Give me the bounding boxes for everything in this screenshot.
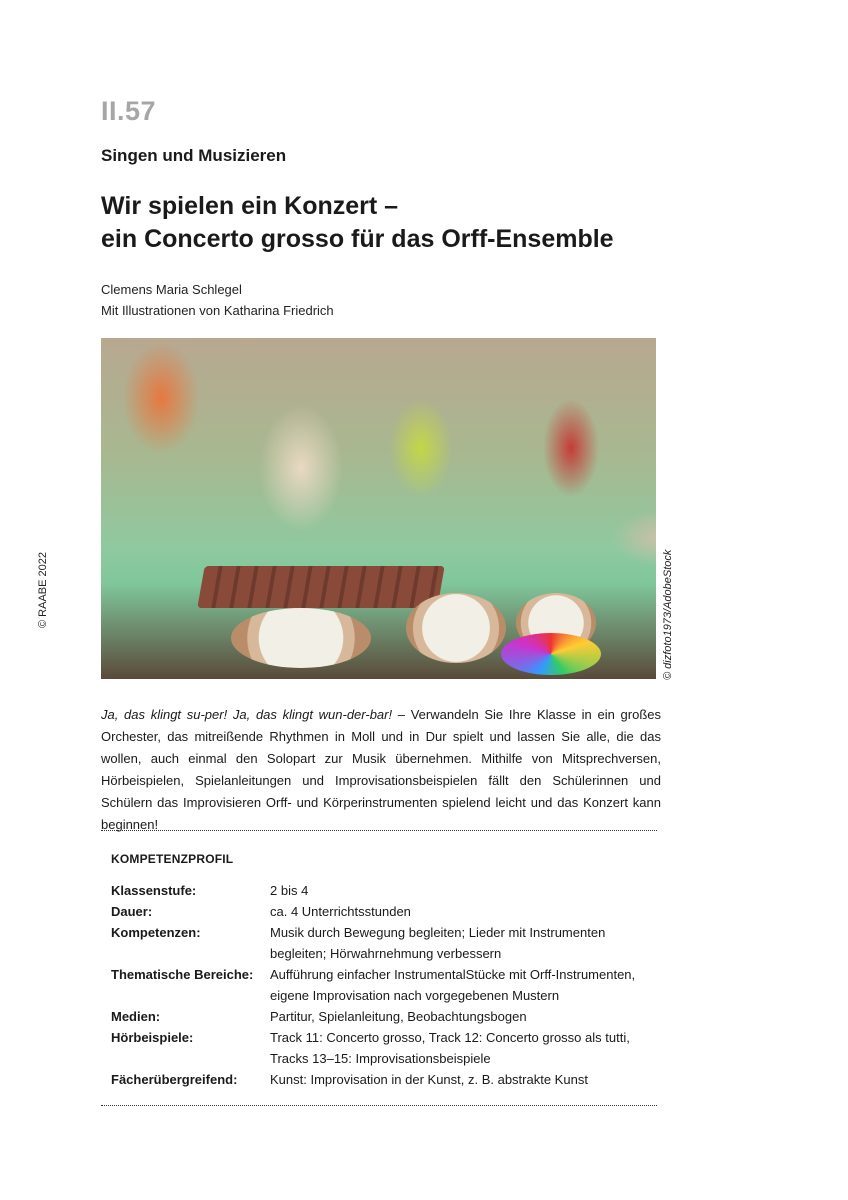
row-value: Partitur, Spielanleitung, Beobachtungsbogen <box>270 1009 527 1024</box>
chapter-number: II.57 <box>101 96 157 126</box>
row-label: Hörbeispiele: <box>111 1030 194 1045</box>
intro-text: – Verwandeln Sie Ihre Klasse in ein großes Orchester, das mitreißende Rhythmen in Moll und in Dur spielt und lassen Sie alle, die das wollen, auch einmal den Solopart zur Musik übernehmen. Mithilfe von Mitsprechversen, Hörbeispielen, Spielanleitungen und Improvisationsbeispielen fällt den Schülerinnen und Schülern das Improvisieren Orff- und Körperinstrumenten spielend leicht und das Konzert kann beginnen! <box>101 707 661 832</box>
photo-credit: © dizfoto1973/AdobeStock <box>662 549 674 680</box>
competence-profile-table <box>111 880 656 1090</box>
dotted-divider-bottom <box>101 1105 657 1106</box>
row-value: ca. 4 Unterrichtsstunden <box>270 904 411 919</box>
dotted-divider-top <box>101 830 657 831</box>
row-value: Aufführung einfacher InstrumentalStücke mit Orff-Instrumenten, eigene Improvisation nach vorgegebenen Mustern <box>270 967 636 1003</box>
drum-shape <box>231 608 371 668</box>
page-title <box>101 190 614 256</box>
illustrator-credit: Mit Illustrationen von Katharina Friedrich <box>101 303 334 318</box>
row-value: Kunst: Improvisation in der Kunst, z. B. abstrakte Kunst <box>270 1072 588 1087</box>
intro-paragraph <box>101 704 661 836</box>
table-row <box>111 1027 656 1069</box>
row-label: Dauer: <box>111 904 153 919</box>
row-label: Klassenstufe: <box>111 883 197 898</box>
row-value: Track 11: Concerto grosso, Track 12: Concerto grosso als tutti, Tracks 13–15: Improvisationsbeispiele <box>270 1030 630 1066</box>
row-value: 2 bis 4 <box>270 883 309 898</box>
row-label: Fächerübergreifend: <box>111 1072 238 1087</box>
copyright-notice: © RAABE 2022 <box>37 552 49 628</box>
title-line-2: ein Concerto grosso für das Orff-Ensemble <box>101 225 614 253</box>
table-row <box>111 922 656 964</box>
table-row <box>111 964 656 1006</box>
row-label: Medien: <box>111 1009 161 1024</box>
author-block <box>101 279 334 321</box>
table-row <box>111 1069 656 1090</box>
lollipop-drum-shape <box>501 633 601 675</box>
competence-profile-heading: KOMPETENZPROFIL <box>111 852 234 866</box>
title-line-1: Wir spielen ein Konzert – <box>101 192 399 220</box>
row-label: Kompetenzen: <box>111 925 201 940</box>
table-row <box>111 880 656 901</box>
row-value: Musik durch Bewegung begleiten; Lieder mit Instrumenten begleiten; Hörwahrnehmung verbessern <box>270 925 606 961</box>
drum-shape <box>406 593 506 663</box>
table-row <box>111 901 656 922</box>
section-title: Singen und Musizieren <box>101 146 287 165</box>
author-name: Clemens Maria Schlegel <box>101 282 242 297</box>
row-label: Thematische Bereiche: <box>111 967 254 982</box>
table-row <box>111 1006 656 1027</box>
intro-quote: Ja, das klingt su-per! Ja, das klingt wun-der-bar! <box>101 707 393 722</box>
cover-photo <box>101 338 656 679</box>
xylophone-shape <box>197 566 444 608</box>
